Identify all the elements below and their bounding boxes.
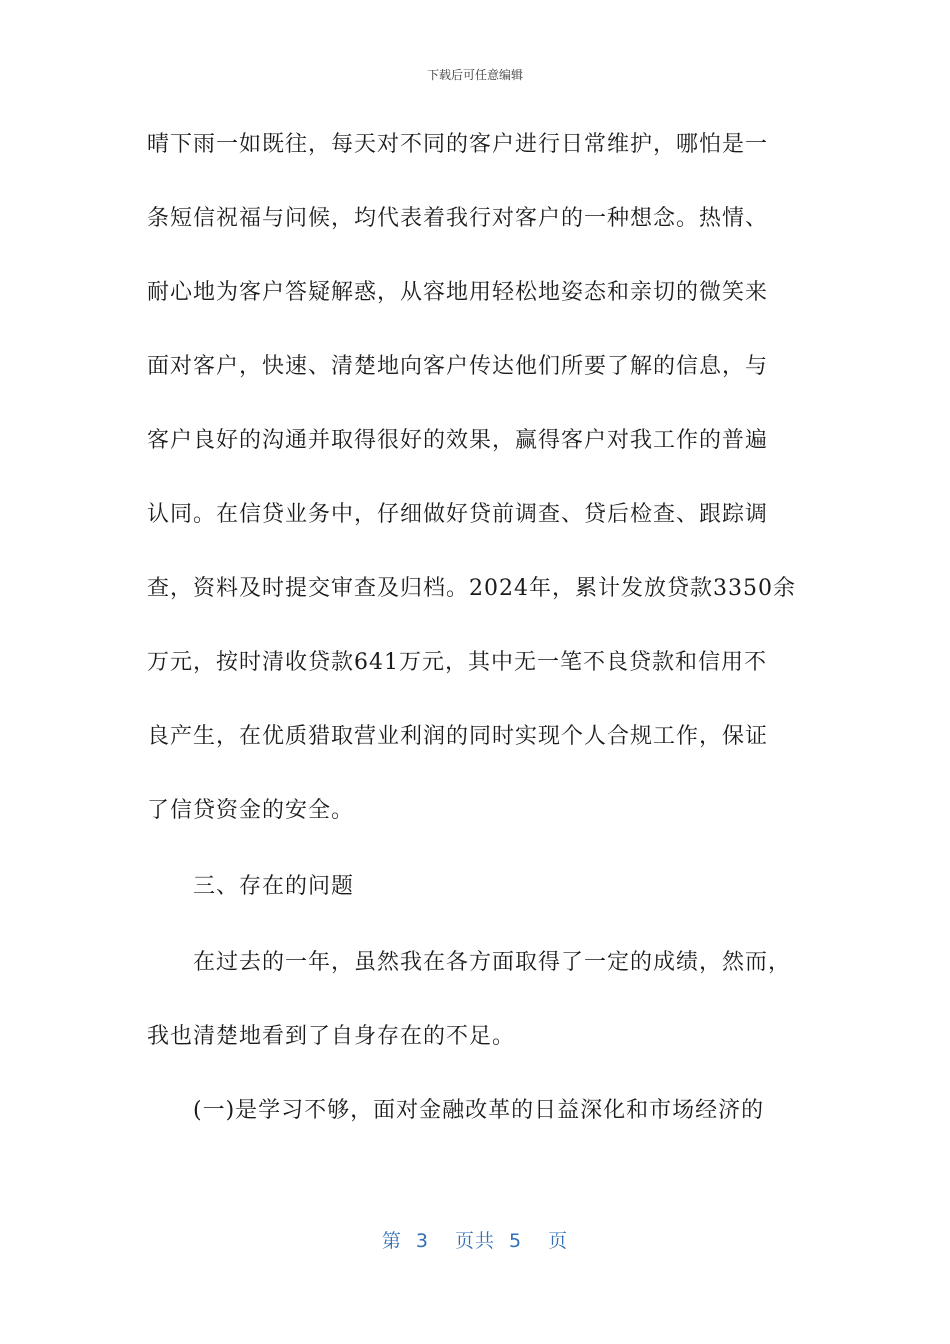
body-line-13: 我也清楚地看到了自身存在的不足。 xyxy=(147,1024,516,1049)
body-line-4: 面对客户，快速、清楚地向客户传达他们所要了解的信息，与 xyxy=(147,354,769,379)
section-heading: 三、存在的问题 xyxy=(193,874,355,899)
body-line-5: 客户良好的沟通并取得很好的效果，赢得客户对我工作的普遍 xyxy=(147,428,769,453)
body-line-8: 万元，按时清收贷款641万元，其中无一笔不良贷款和信用不 xyxy=(147,650,767,675)
body-line-6: 认同。在信贷业务中，仔细做好贷前调查、贷后检查、跟踪调 xyxy=(147,502,769,527)
body-line-12: 在过去的一年，虽然我在各方面取得了一定的成绩，然而， xyxy=(193,950,792,975)
footer-total-pages: 5 xyxy=(509,1230,523,1252)
body-line-7: 查，资料及时提交审查及归档。2024年，累计发放贷款3350余 xyxy=(147,576,796,601)
page-footer xyxy=(0,1226,950,1253)
page-header-note: 下载后可任意编辑 xyxy=(426,68,523,82)
footer-prefix: 第 xyxy=(381,1230,402,1252)
body-line-14: (一)是学习不够，面对金融改革的日益深化和市场经济的 xyxy=(193,1098,765,1123)
body-line-2: 条短信祝福与问候，均代表着我行对客户的一种想念。热情、 xyxy=(147,206,769,231)
body-line-3: 耐心地为客户答疑解惑，从容地用轻松地姿态和亲切的微笑来 xyxy=(147,280,769,305)
footer-current-page: 3 xyxy=(415,1230,429,1252)
body-line-10: 了信贷资金的安全。 xyxy=(147,798,355,823)
body-line-1: 晴下雨一如既往，每天对不同的客户进行日常维护，哪怕是一 xyxy=(147,132,769,157)
footer-mid: 页共 xyxy=(454,1230,495,1252)
footer-suffix: 页 xyxy=(548,1230,569,1252)
body-line-9: 良产生，在优质猎取营业利润的同时实现个人合规工作，保证 xyxy=(147,724,769,749)
